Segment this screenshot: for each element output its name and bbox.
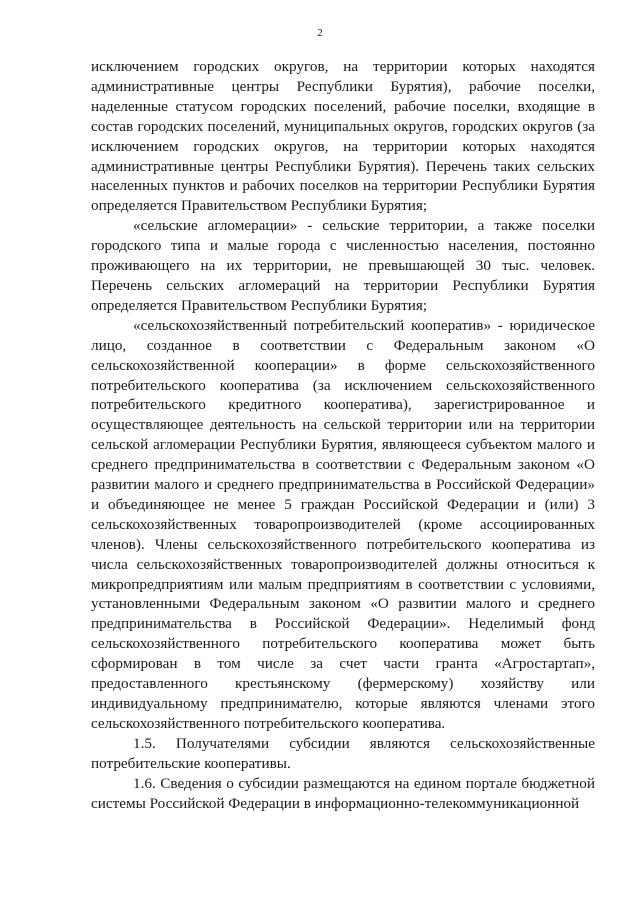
paragraph-1-5-recipients: 1.5. Получателями субсидии являются сельскохозяйственные потребительские кооперативы. <box>91 734 595 772</box>
paragraph-1-6-information: 1.6. Сведения о субсидии размещаются на едином портале бюджетной системы Российской Федерации в информационно-телекоммуникационной <box>91 774 595 812</box>
document-body <box>91 57 595 813</box>
page-number: 2 <box>317 27 323 39</box>
paragraph-continuation: исключением городских округов, на территории которых находятся административные центры Республики Бурятия), рабочие поселки, наделенные статусом городских поселений, рабочие поселки, входящие в состав городских поселений, муниципальных округов, городских округов (за исключением городских округов, на территории которых находятся административные центры Республики Бурятия). Перечень таких сельских населенных пунктов и рабочих поселков на территории Республики Бурятия определяется Правительством Республики Бурятия; <box>91 58 595 215</box>
paragraph-consumer-cooperative: «сельскохозяйственный потребительский кооператив» - юридическое лицо, созданное в соответствии с Федеральным законом «О сельскохозяйственной кооперации» в форме сельскохозяйственного потребительского кооператива (за исключением сельскохозяйственного потребительского кредитного кооператива), зарегистрированное и осуществляющее деятельность на сельской территории или на территории сельской агломерации Республики Бурятия, являющееся субъектом малого и среднего предпринимательства в соответствии с Федеральным законом «О развитии малого и среднего предпринимательства в Российской Федерации» и объединяющее не менее 5 граждан Российской Федерации и (или) 3 сельскохозяйственных товаропроизводителей (кроме ассоциированных членов). Члены сельскохозяйственного потребительского кооператива из числа сельскохозяйственных товаропроизводителей должны относиться к микропредприятиям или малым предприятиям в соответствии с условиями, установленными Федеральным законом «О развитии малого и среднего предпринимательства в Российской Федерации». Неделимый фонд сельскохозяйственного потребительского кооператива может быть сформирован в том числе за счет части гранта «Агростартап», предоставленного крестьянскому (фермерскому) хозяйству или индивидуальному предпринимателю, которые являются членами этого сельскохозяйственного потребительского кооператива. <box>91 316 595 732</box>
paragraph-rural-agglomerations: «сельские агломерации» - сельские территории, а также поселки городского типа и малые города с численностью населения, постоянно проживающего на их территории, не превышающей 30 тыс. человек. Перечень сельских агломераций на территории Республики Бурятия определяется Правительством Республики Бурятия; <box>91 217 595 314</box>
